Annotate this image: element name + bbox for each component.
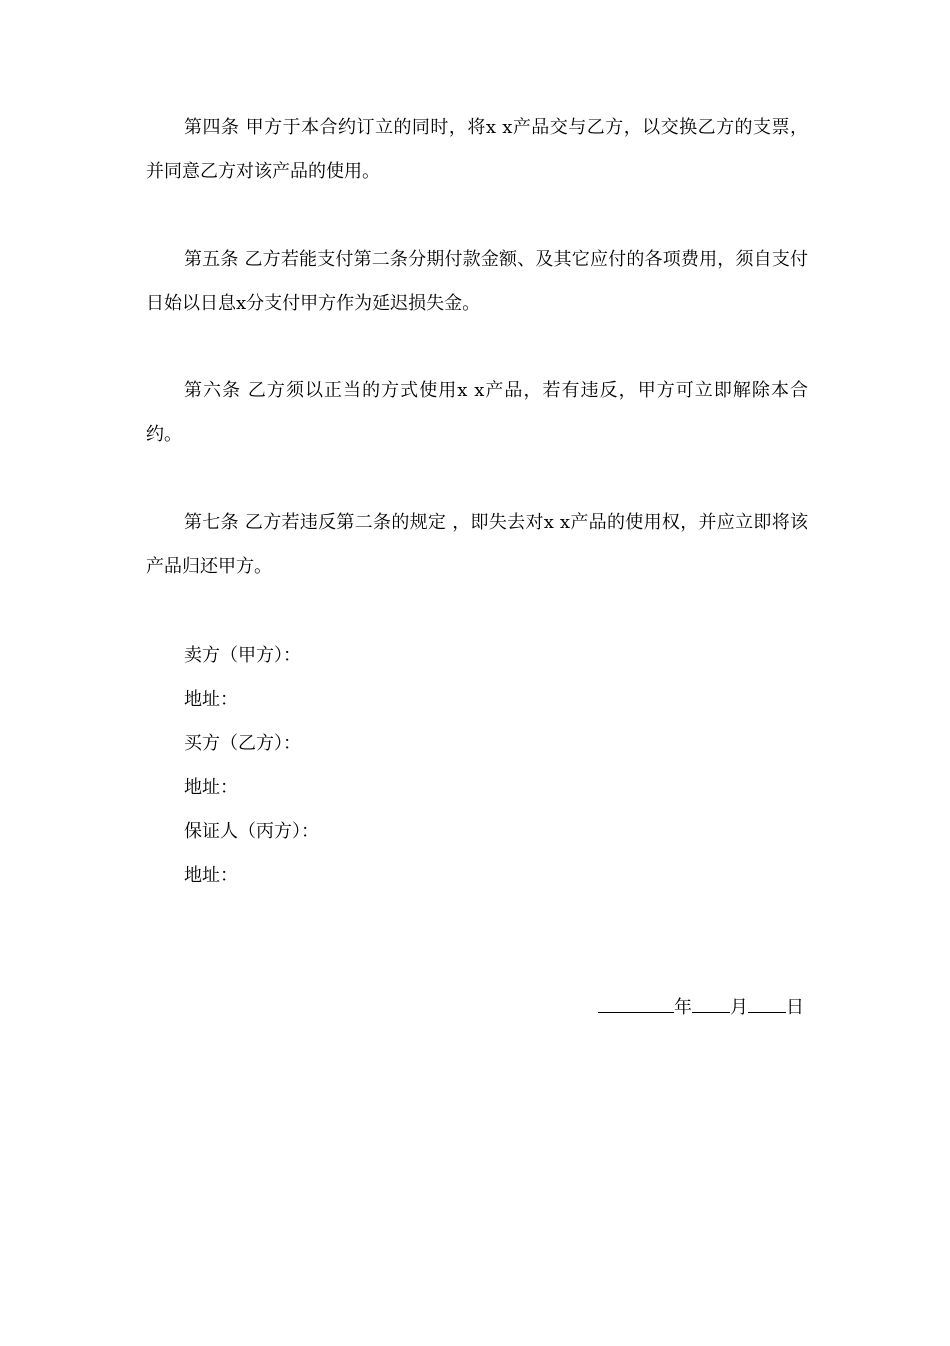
- day-blank: [748, 985, 786, 1013]
- article-4: 第四条 甲方于本合约订立的同时，将x x产品交与乙方，以交换乙方的支票，并同意乙方对该产品的使用。: [146, 117, 808, 182]
- signature-block: [184, 634, 319, 898]
- month-label: 月: [730, 997, 748, 1018]
- article-7: 第七条 乙方若违反第二条的规定 ，即失去对x x产品的使用权，并应立即将该产品归还甲方。: [146, 512, 808, 577]
- year-blank: [598, 985, 674, 1013]
- day-label: 日: [786, 997, 804, 1018]
- buyer-address-label: 地址：: [184, 777, 238, 798]
- article-6: 第六条 乙方须以正当的方式使用x x产品，若有违反，甲方可立即解除本合约。: [146, 380, 808, 445]
- date-line: [598, 985, 804, 1030]
- guarantor-label: 保证人（丙方）：: [184, 821, 319, 842]
- year-label: 年: [674, 997, 692, 1018]
- guarantor-address-label: 地址：: [184, 865, 238, 886]
- seller-label: 卖方（甲方）：: [184, 645, 301, 666]
- buyer-label: 买方（乙方）：: [184, 733, 301, 754]
- article-5: 第五条 乙方若能支付第二条分期付款金额、及其它应付的各项费用，须自支付日始以日息x分支付甲方作为延迟损失金。: [146, 249, 808, 314]
- seller-address-label: 地址：: [184, 689, 238, 710]
- month-blank: [692, 985, 730, 1013]
